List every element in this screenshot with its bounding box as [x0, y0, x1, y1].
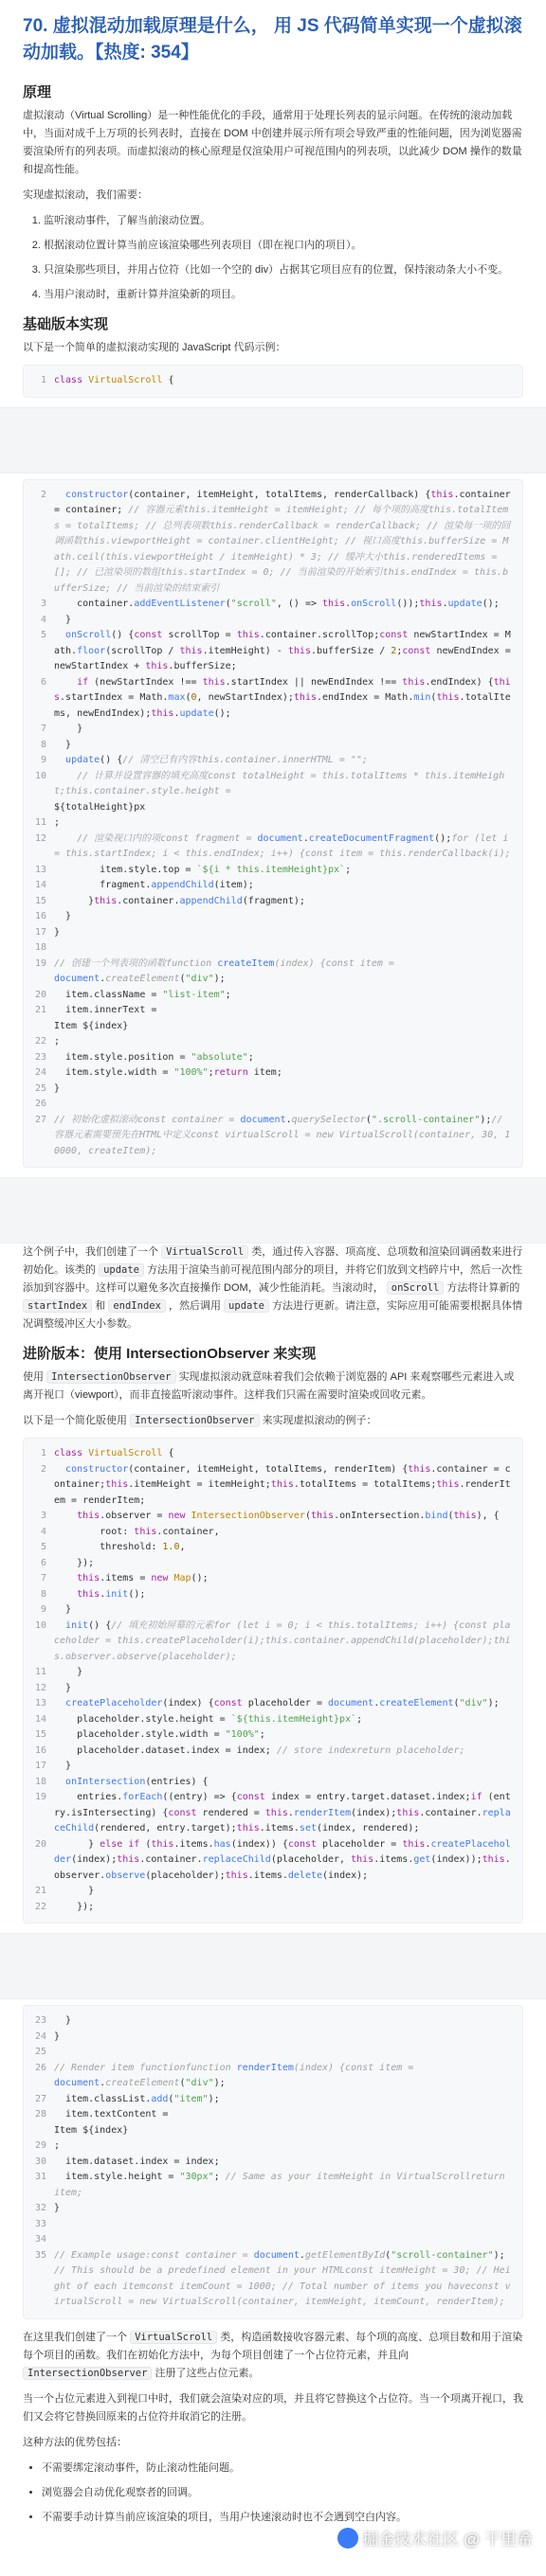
code-text: constructor(container, itemHeight, totalItems, renderCallback) {this.container = container; // 容器元素this.itemHeight = itemHeight; // 每个项的高度this.totalItems = totalItems; // 总列表项数this.renderCallback = renderCallback; // 渲染每一项的回调函数this.viewportHeight = container.clientHeight; // 视口高度this.bufferSize = Math.ceil(this.viewportHeight / itemHeight) * 3; // 缓冲大小this.renderedItems = []; // 已渲染项的数组this.startIndex = 0; // 当前渲染的开始索引this.endIndex = this.bufferSize; // 当前渲染的结束索引 [54, 489, 517, 594]
code-line [29, 988, 513, 1004]
code-line [29, 1113, 513, 1160]
code-text: } else if (this.items.has(index)) {const placeholder = this.createPlaceholder(index);this.container.replaceChild(placeholder, this.items.get(index));this.observer.observe(placeholder);this.items.delete(index); [54, 1838, 511, 1881]
line-number: 3 [40, 1511, 46, 1521]
code-line [29, 1619, 513, 1666]
code-text: item.textContent = [54, 2109, 169, 2120]
line-number: 24 [34, 2030, 46, 2042]
code-line [29, 2123, 513, 2139]
line-number: 6 [40, 1557, 46, 1568]
code-line [29, 1525, 513, 1541]
line-number: 7 [40, 724, 46, 734]
section-advanced [0, 1243, 546, 1923]
line-number: 16 [34, 911, 46, 921]
code-text: ; [54, 1036, 61, 1046]
code-text: // Example usage:const container = document.getElementById("scroll-container"); // This should be a predefined element in your HTMLconst itemHeight = 30; // Height of each itemconst itemCount = 1000; // Total number of items you haveconst virtualScroll = new VirtualScroll(container, itemHeight, itemCount, renderItem); [54, 2249, 511, 2307]
code-line [29, 2217, 513, 2233]
code-text [54, 1097, 513, 1113]
page-break [0, 1933, 546, 1999]
code-line [29, 909, 513, 925]
line-number: 27 [34, 2093, 46, 2104]
article-title: 70. 虚拟混动加载原理是什么， 用 JS 代码简单实现一个虚拟滚动加载。【热度: 354】 [23, 16, 522, 63]
code-line [29, 769, 513, 800]
line-number: 2 [40, 1463, 46, 1475]
code-text: class VirtualScroll { [54, 375, 174, 385]
steps-list [23, 212, 523, 304]
code-line [29, 488, 517, 598]
line-number: 32 [34, 2203, 46, 2213]
code-line [29, 1462, 513, 1510]
section-heading: 原理 [23, 84, 52, 100]
code-text: } [54, 1761, 72, 1771]
line-number: 17 [34, 926, 46, 938]
code-text: item.style.width = "100%";return item; [54, 1067, 282, 1078]
line-number: 15 [34, 1729, 46, 1740]
code-text: } [54, 614, 72, 625]
code-line [29, 1744, 513, 1760]
code-line [29, 1050, 513, 1066]
juejin-logo-icon [337, 2528, 358, 2549]
code-line [29, 2092, 513, 2108]
code-text: Item ${index} [54, 1020, 129, 1031]
code-text: this.items = new Map(); [77, 1573, 209, 1583]
code-line [29, 2248, 513, 2311]
code-text: init() {// 填充初始屏幕的元素for (let i = 0; i < this.totalItems; i++) {const placeholder = this.createPlaceholder(i);this.container.appendChild(placeholder);this.observer.observe(placeholder); [54, 1619, 511, 1662]
code-text: document.createElement("div"); [54, 974, 226, 984]
code-line [29, 1727, 513, 1744]
code-line [29, 2155, 513, 2171]
code-text: createPlaceholder(index) {const placeholder = document.createElement("div"); [65, 1698, 500, 1708]
line-number: 1 [40, 375, 46, 385]
code-line [29, 800, 513, 816]
code-line [29, 1034, 513, 1050]
line-number: 15 [34, 895, 46, 906]
code-text: } [54, 739, 72, 750]
code-text: ${totalHeight}px [54, 801, 146, 813]
line-number: 5 [40, 630, 46, 640]
section-heading: 进阶版本：使用 IntersectionObserver 来实现 [23, 1346, 317, 1362]
code-text: item.style.position = "absolute"; [54, 1051, 254, 1063]
watermark-text: 掘金技术社区 @ 干里希 [362, 2531, 533, 2549]
line-number: 26 [34, 2062, 46, 2073]
code-line [29, 1097, 513, 1113]
section-basic-code [0, 479, 546, 1169]
line-number: 9 [40, 1604, 46, 1615]
code-line [29, 373, 513, 389]
line-number [29, 1019, 54, 1035]
code-line [29, 1900, 513, 1916]
code-text: }); [54, 1557, 95, 1568]
code-line [29, 1602, 513, 1619]
line-number: 19 [34, 1792, 46, 1802]
advanced-explanation: 在这里我们创建了一个 VirtualScroll 类，构造函数接收容器元素、每个项的高度、总项目数和用于渲染每个项目的函数。我们在初始化方法中，为每个项目创建了一个占位符元素，并且向 IntersectionObserver 注册了这些占位元素。 [23, 2331, 523, 2379]
code-line [29, 878, 513, 894]
list-item: 4. 当用户滚动时，重新计算并渲染新的项目。 [44, 286, 523, 304]
code-text: item.style.top = `${i * this.itemHeight}px`; [54, 864, 352, 875]
code-text: } [54, 2015, 72, 2026]
advanced-intro: 使用 IntersectionObserver 实现虚拟滚动就意味着我们会依赖于浏览器的 API 来观察哪些元素进入或离开视口（viewport），而非直接监听滚动事件。这样我们只需在需要时渲染或回收元素。 [23, 1371, 515, 1401]
line-number: 8 [40, 1588, 46, 1600]
line-number: 28 [34, 2109, 46, 2120]
line-number: 2 [40, 489, 46, 500]
code-text: } [54, 1604, 72, 1615]
list-item: • 不需要绑定滚动事件，防止滚动性能问题。 [42, 2460, 523, 2478]
code-text: item.classList.add("item"); [54, 2093, 220, 2104]
code-line [29, 1540, 513, 1556]
list-item: 2. 根据滚动位置计算当前应该渲染哪些列表项目（即在视口内的项目）。 [44, 237, 523, 255]
line-number: 13 [34, 1698, 46, 1708]
code-text: // 渲染视口内的项const fragment = document.createDocumentFragment();for (let i = this.startIndex; i < this.endIndex; i++) {const item = this.renderCallback(i); [54, 832, 515, 859]
line-number: 30 [34, 2156, 46, 2167]
code-block-observer-cont [23, 2005, 523, 2319]
code-text: constructor(container, itemHeight, totalItems, renderItem) {this.container = container;this.itemHeight = itemHeight;this.totalItems = totalItems;this.renderItem = renderItem; [54, 1463, 511, 1506]
line-number: 25 [34, 1082, 46, 1094]
line-number: 22 [34, 1036, 46, 1046]
code-text: Item ${index} [54, 2124, 129, 2136]
code-text: document.createElement("div"); [54, 2078, 226, 2088]
code-text: item.dataset.index = index; [54, 2156, 220, 2167]
code-line [29, 1665, 513, 1681]
code-line [29, 1019, 513, 1035]
line-number: 14 [34, 1713, 46, 1725]
code-line [29, 940, 513, 957]
line-number [29, 800, 54, 816]
line-number: 5 [40, 1542, 46, 1552]
code-line [29, 2013, 513, 2030]
line-number: 25 [34, 2047, 46, 2057]
code-text: entries.forEach((entry) => {const index = entry.target.dataset.index;if (entry.isIntersecting) {const rendered = this.renderItem(index);this.container.replaceChild(rendered, entry.target);this.items.set(index, rendered); [54, 1792, 511, 1834]
line-number: 12 [34, 832, 46, 844]
code-line [29, 1775, 513, 1791]
code-line [29, 2030, 513, 2046]
code-text: update() {// 清空已有内容this.container.innerHTML = ""; [65, 755, 368, 765]
code-intro: 以下是一个简单的虚拟滚动实现的 JavaScript 代码示例： [23, 342, 286, 353]
code-line [29, 1082, 513, 1098]
code-block-observer [23, 1438, 523, 1923]
code-line [29, 2138, 513, 2155]
code-text: item.style.height = "30px"; // Same as your itemHeight in VirtualScrollreturn item; [54, 2172, 511, 2198]
code-text: // 创建一个列表项的函数function createItem(index) {const item = [54, 957, 400, 969]
code-line [29, 2170, 513, 2201]
code-line [29, 972, 513, 988]
code-block-basic [23, 479, 523, 1169]
code-line [29, 2232, 513, 2248]
list-item: 1. 监听滚动事件，了解当前滚动位置。 [44, 212, 523, 230]
code-text: ; [54, 2140, 61, 2151]
code-text: }this.container.appendChild(fragment); [54, 895, 305, 906]
code-text: } [54, 2030, 61, 2042]
principle-paragraph: 虚拟滚动（Virtual Scrolling）是一种性能优化的手段，通常用于处理长列表的显示问题。在传统的滚动加载中，当面对成千上万项的长列表时，直接在 DOM 中创建并展示所有项会导致严重的性能问题，因为浏览器需要渲染所有的列表项。而虚拟滚动的核心原理是仅渲染用户可视范围内的列表项，以此减少 DOM 操作的数量和提高性能。 [23, 110, 522, 175]
code-text: fragment.appendChild(item); [54, 880, 254, 890]
line-number: 29 [34, 2140, 46, 2151]
code-text: // 计算并设置容器的填充高度const totalHeight = this.totalItems * this.itemHeight;this.container.style.height = [54, 770, 505, 796]
code-text: } [54, 724, 83, 734]
code-text: } [54, 1886, 95, 1896]
line-number: 11 [34, 817, 46, 828]
line-number: 11 [34, 1667, 46, 1677]
code-line [29, 2107, 513, 2123]
code-text: placeholder.dataset.index = index; // store indexreturn placeholder; [54, 1744, 465, 1756]
line-number: 12 [34, 1682, 46, 1693]
code-text: } [54, 1667, 83, 1677]
code-text: if (newStartIndex !== this.startIndex || newEndIndex !== this.endIndex) {this.startIndex = Math.max(0, newStartIndex);this.endIndex = Math.min(this.totalItems, newEndIndex);this.update(); [54, 676, 511, 719]
line-number: 20 [34, 1838, 46, 1850]
line-number [29, 972, 54, 988]
steps-intro: 实现虚拟滚动，我们需要： [23, 189, 148, 201]
line-number: 6 [40, 676, 46, 688]
code-line [29, 1681, 513, 1697]
code-line [29, 597, 513, 613]
code-text: onScroll() {const scrollTop = this.container.scrollTop;const newStartIndex = Math.floor(scrollTop / this.itemHeight) - this.bufferSize / 2;const newEndIndex = newStartIndex + this.bufferSize; [54, 630, 517, 671]
code-line [29, 1712, 513, 1728]
code-line [29, 1065, 513, 1082]
line-number [29, 2123, 54, 2139]
line-number: 23 [34, 2015, 46, 2026]
line-number: 4 [40, 614, 46, 625]
line-number: 14 [34, 880, 46, 890]
line-number: 35 [34, 2249, 46, 2261]
watermark [337, 2526, 533, 2549]
code-text: root: this.container, [54, 1526, 220, 1537]
line-number: 22 [34, 1901, 46, 1912]
code-text [54, 2232, 513, 2248]
line-number: 10 [34, 1619, 46, 1631]
code-text: } [54, 1682, 72, 1693]
line-number: 10 [34, 770, 46, 781]
code-text: class VirtualScroll { [54, 1448, 174, 1458]
list-item: • 浏览器会自动优化观察者的回调。 [42, 2484, 523, 2502]
code-text: } [54, 911, 72, 921]
list-item: 3. 只渲染那些项目，并用占位符（比如一个空的 div）占据其它项目应有的位置，保持滚动条大小不变。 [44, 261, 523, 279]
line-number: 13 [34, 864, 46, 875]
code-line [29, 1696, 513, 1712]
code-line [29, 1509, 513, 1525]
line-number: 3 [40, 599, 46, 609]
list-item: • 不需要手动计算当前应该渲染的项目，当用户快速滚动时也不会遇到空白内容。 [42, 2509, 523, 2527]
code-text: } [54, 926, 61, 938]
code-line [29, 957, 513, 973]
line-number: 18 [34, 1776, 46, 1787]
line-number: 7 [40, 1573, 46, 1583]
section-principle [0, 81, 546, 398]
code-line [29, 738, 513, 754]
code-line [29, 863, 513, 879]
line-number: 18 [34, 942, 46, 953]
code-line [29, 925, 513, 941]
benefits-intro: 这种方法的优势包括： [23, 2436, 127, 2448]
code-block-basic-head [23, 365, 523, 398]
code-text: ; [54, 817, 61, 828]
code-text: placeholder.style.height = `${this.itemHeight}px`; [54, 1713, 363, 1725]
line-number: 17 [34, 1761, 46, 1771]
code-line [29, 1587, 513, 1603]
section-heading: 基础版本实现 [23, 316, 109, 332]
line-number: 27 [34, 1114, 46, 1125]
line-number: 21 [34, 1005, 46, 1015]
code-text: threshold: 1.0, [54, 1542, 186, 1552]
code-line [29, 2045, 513, 2061]
code-line [29, 815, 513, 832]
page-break [0, 1177, 546, 1243]
advanced-example-intro: 以下是一个简化版使用 IntersectionObserver 来实现虚拟滚动的例子： [23, 1415, 377, 1426]
code-line [29, 2201, 513, 2217]
code-line [29, 832, 513, 863]
code-text [54, 940, 513, 957]
line-number: 8 [40, 739, 46, 750]
section-advanced-code [0, 2005, 546, 2527]
line-number: 16 [34, 1744, 46, 1756]
code-line [29, 722, 513, 738]
code-line [29, 1571, 513, 1587]
code-line [29, 628, 517, 675]
code-text: this.init(); [77, 1588, 146, 1600]
code-line [29, 1003, 513, 1019]
code-line [29, 675, 513, 723]
code-line [29, 1790, 513, 1837]
line-number: 24 [34, 1067, 46, 1078]
line-number: 21 [34, 1886, 46, 1896]
line-number: 4 [40, 1526, 46, 1537]
code-line [29, 1837, 513, 1885]
code-text: item.innerText = [54, 1005, 157, 1015]
line-number: 19 [34, 957, 46, 969]
code-text: this.observer = new IntersectionObserver(this.onIntersection.bind(this), { [77, 1511, 500, 1521]
code-line [29, 753, 513, 769]
code-text: container.addEventListener("scroll", () => this.onScroll());this.update(); [54, 599, 500, 609]
code-line [29, 613, 513, 629]
code-text: item.className = "list-item"; [54, 989, 231, 1000]
code-text: onIntersection(entries) { [65, 1776, 209, 1787]
line-number: 31 [34, 2172, 46, 2182]
line-number: 23 [34, 1051, 46, 1063]
basic-explanation: 这个例子中，我们创建了一个 VirtualScroll 类，通过传入容器、项高度、总项数和渲染回调函数来进行初始化。该类的 update 方法用于渲染当前可视范围内部分的项目，并将它们放到文档碎片中，然后一次性添加到容器中。这样可以避免多次直接操作 DOM，减少性能消耗。当滚动时， onScroll 方法将计算新的 startIndex 和 endIndex ，然后调用 update 方法进行更新。请注意，实际应用可能需要根据具体情况调整缓冲区大小参数。 [23, 1246, 523, 1330]
code-line [29, 894, 513, 910]
page-break [0, 407, 546, 474]
code-line [29, 2076, 513, 2092]
code-line [29, 1446, 513, 1462]
code-text: // Render item functionfunction renderItem(index) {const item = [54, 2062, 420, 2073]
line-number: 26 [34, 1099, 46, 1109]
line-number: 9 [40, 755, 46, 765]
code-text: // 初始化虚拟滚动const container = document.querySelector(".scroll-container");// 容器元素需要预先在HTML中定义const virtualScroll = new VirtualScroll(container, 30, 10000, createItem); [54, 1114, 511, 1156]
code-text: }); [54, 1901, 95, 1912]
code-text [54, 2217, 513, 2233]
code-text [54, 2045, 513, 2061]
code-line [29, 1884, 513, 1900]
code-line [29, 1556, 513, 1572]
code-text: } [54, 2203, 61, 2213]
line-number [29, 2076, 54, 2092]
code-text: placeholder.style.width = "100%"; [54, 1729, 265, 1740]
advanced-explanation-2: 当一个占位元素进入到视口中时，我们就会渲染对应的项，并且将它替换这个占位符。当一个项离开视口，我们又会将它替换回原来的占位符并取消它的注册。 [23, 2392, 523, 2423]
line-number: 34 [34, 2234, 46, 2245]
line-number: 1 [40, 1448, 46, 1458]
code-line [29, 1759, 513, 1775]
code-text: } [54, 1082, 61, 1094]
line-number: 33 [34, 2218, 46, 2229]
line-number: 20 [34, 989, 46, 1000]
code-line [29, 2061, 513, 2077]
benefits-list [23, 2460, 523, 2527]
